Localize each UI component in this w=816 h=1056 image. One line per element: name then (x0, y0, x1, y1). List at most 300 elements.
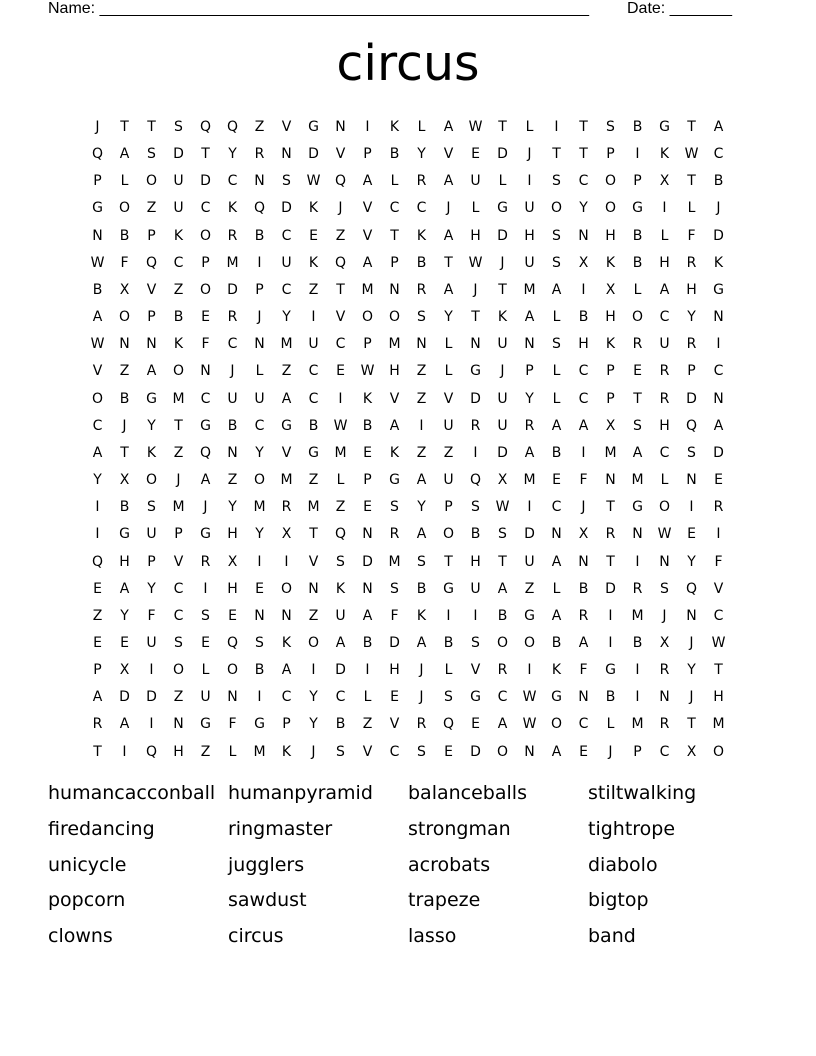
grid-letter: M (604, 444, 617, 461)
grid-letter: A (497, 580, 508, 597)
grid-letter: U (497, 336, 508, 353)
grid-letter: K (713, 254, 724, 271)
grid-letter: J (203, 499, 208, 516)
grid-letter: D (389, 634, 400, 651)
grid-letter: H (659, 254, 670, 271)
grid-letter: J (527, 146, 532, 163)
grid-letter: M (631, 607, 644, 624)
grid-letter: Y (687, 662, 696, 679)
grid-letter: E (201, 634, 210, 651)
grid-letter: A (578, 634, 589, 651)
grid-letter: O (307, 634, 320, 651)
grid-letter: I (473, 607, 478, 624)
grid-letter: P (606, 390, 615, 407)
grid-letter: E (390, 689, 399, 706)
grid-letter: O (199, 281, 212, 298)
grid-letter: L (471, 200, 480, 217)
grid-letter: R (659, 390, 670, 407)
grid-letter: A (416, 472, 427, 489)
grid-letter: R (92, 716, 103, 733)
grid-letter: C (713, 146, 724, 163)
grid-letter: P (147, 309, 156, 326)
grid-letter: I (122, 743, 127, 760)
grid-letter: J (257, 309, 262, 326)
grid-letter: T (552, 146, 561, 163)
grid-letter: U (200, 689, 211, 706)
grid-letter: D (497, 146, 508, 163)
grid-letter: S (390, 499, 399, 516)
grid-letter: K (605, 336, 616, 353)
grid-letter: Z (173, 444, 184, 461)
grid-letter: G (470, 689, 481, 706)
grid-letter: N (524, 743, 535, 760)
grid-letter: R (632, 580, 643, 597)
grid-letter: D (335, 662, 346, 679)
grid-letter: C (551, 499, 562, 516)
word-list-item: sawdust (228, 889, 307, 912)
grid-letter: C (335, 336, 346, 353)
grid-letter: B (605, 689, 616, 706)
grid-letter: K (308, 200, 319, 217)
grid-letter: L (606, 716, 615, 733)
grid-letter: D (470, 743, 481, 760)
grid-letter: Y (525, 390, 534, 407)
grid-letter: L (255, 363, 264, 380)
grid-letter: N (659, 689, 670, 706)
grid-letter: Y (687, 553, 696, 570)
grid-letter: E (444, 743, 453, 760)
grid-letter: Q (145, 743, 158, 760)
grid-letter: M (307, 499, 320, 516)
grid-letter: R (470, 417, 481, 434)
grid-letter: T (309, 526, 318, 543)
grid-letter: A (524, 444, 535, 461)
grid-letter: I (581, 281, 586, 298)
grid-letter: T (606, 499, 615, 516)
grid-letter: R (497, 662, 508, 679)
grid-letter: O (361, 309, 374, 326)
grid-letter: G (524, 607, 535, 624)
grid-letter: B (632, 254, 643, 271)
grid-letter: I (527, 662, 532, 679)
grid-letter: P (201, 254, 210, 271)
grid-letter: J (122, 417, 127, 434)
grid-letter: I (716, 526, 721, 543)
grid-letter: S (174, 119, 183, 135)
grid-letter: Y (255, 526, 264, 543)
grid-letter: R (686, 254, 697, 271)
grid-letter: Z (362, 716, 373, 733)
grid-letter: S (147, 146, 156, 163)
grid-letter: A (119, 716, 130, 733)
grid-letter: R (524, 417, 535, 434)
grid-letter: R (659, 363, 670, 380)
grid-letter: B (362, 417, 373, 434)
grid-letter: Y (255, 444, 264, 461)
grid-letter: Q (226, 634, 239, 651)
grid-letter: K (281, 634, 292, 651)
grid-letter: N (659, 553, 670, 570)
grid-letter: M (523, 281, 536, 298)
grid-letter: B (578, 309, 589, 326)
grid-letter: C (227, 173, 238, 190)
grid-letter: Z (335, 227, 346, 244)
grid-letter: N (227, 444, 238, 461)
grid-letter: R (389, 526, 400, 543)
grid-letter: R (416, 281, 427, 298)
grid-letter: O (388, 309, 401, 326)
grid-letter: J (473, 281, 478, 298)
grid-letter: U (443, 472, 454, 489)
grid-letter: I (338, 390, 343, 407)
grid-letter: V (362, 200, 373, 217)
grid-letter: J (716, 200, 721, 217)
grid-letter: B (254, 227, 265, 244)
grid-letter: M (334, 444, 347, 461)
grid-letter: W (495, 499, 510, 516)
grid-letter: K (416, 607, 427, 624)
grid-letter: I (365, 662, 370, 679)
grid-letter: N (173, 716, 184, 733)
grid-letter: H (470, 553, 481, 570)
grid-letter: H (524, 227, 535, 244)
grid-letter: A (443, 119, 454, 135)
grid-letter: N (92, 227, 103, 244)
grid-letter: U (335, 607, 346, 624)
grid-letter: T (201, 146, 210, 163)
grid-letter: T (687, 173, 696, 190)
grid-letter: S (552, 173, 561, 190)
grid-letter: P (606, 146, 615, 163)
grid-letter: S (390, 580, 399, 597)
grid-letter: S (417, 309, 426, 326)
grid-letter: P (363, 336, 372, 353)
grid-letter: Z (146, 200, 157, 217)
grid-letter: N (335, 119, 346, 135)
grid-letter: K (605, 254, 616, 271)
grid-letter: L (201, 662, 210, 679)
grid-letter: S (660, 580, 669, 597)
word-list-item: humanpyramid (228, 782, 373, 804)
grid-letter: M (388, 336, 401, 353)
grid-letter: N (416, 336, 427, 353)
grid-letter: V (389, 390, 400, 407)
grid-letter: L (660, 472, 669, 489)
grid-letter: O (631, 309, 644, 326)
grid-letter: Z (254, 119, 265, 135)
grid-letter: T (147, 119, 156, 135)
grid-letter: O (604, 200, 617, 217)
grid-letter: I (635, 553, 640, 570)
grid-letter: S (552, 227, 561, 244)
grid-letter: Z (308, 281, 319, 298)
grid-letter: N (686, 607, 697, 624)
grid-letter: X (605, 281, 616, 298)
grid-letter: Y (228, 146, 237, 163)
grid-letter: M (523, 472, 536, 489)
grid-letter: Z (200, 743, 211, 760)
grid-letter: D (281, 200, 292, 217)
grid-letter: C (173, 254, 184, 271)
grid-letter: C (281, 689, 292, 706)
grid-letter: C (335, 689, 346, 706)
grid-letter: K (362, 390, 373, 407)
grid-letter: M (226, 254, 239, 271)
grid-letter: J (419, 689, 424, 706)
grid-letter: L (525, 119, 534, 135)
worksheet-header (48, 0, 748, 20)
grid-letter: I (608, 607, 613, 624)
grid-letter: L (417, 119, 426, 135)
grid-letter: D (497, 444, 508, 461)
grid-letter: B (632, 119, 643, 135)
grid-letter: E (471, 716, 480, 733)
grid-letter: I (473, 444, 478, 461)
grid-letter: O (523, 634, 536, 651)
grid-letter: V (335, 146, 346, 163)
grid-letter: J (419, 662, 424, 679)
grid-letter: J (176, 472, 181, 489)
grid-letter: P (147, 227, 156, 244)
grid-letter: I (95, 526, 100, 543)
grid-letter: D (605, 580, 616, 597)
grid-letter: X (281, 526, 292, 543)
grid-letter: L (552, 309, 561, 326)
word-list-item: bigtop (588, 889, 649, 912)
grid-letter: K (173, 336, 184, 353)
grid-letter: D (497, 227, 508, 244)
grid-letter: Q (685, 417, 698, 434)
grid-letter: L (552, 580, 561, 597)
grid-letter: J (608, 743, 613, 760)
grid-letter: M (253, 743, 266, 760)
grid-letter: N (713, 390, 724, 407)
grid-letter: L (120, 173, 129, 190)
grid-letter: J (689, 634, 694, 651)
grid-letter: J (446, 200, 451, 217)
grid-letter: L (444, 662, 453, 679)
grid-letter: A (659, 281, 670, 298)
grid-letter: T (444, 553, 453, 570)
grid-letter: Q (469, 472, 482, 489)
grid-letter: A (443, 227, 454, 244)
grid-letter: D (227, 281, 238, 298)
grid-letter: S (336, 553, 345, 570)
grid-letter: Z (416, 363, 427, 380)
grid-letter: B (632, 227, 643, 244)
grid-letter: T (498, 119, 507, 135)
grid-letter: W (684, 146, 699, 163)
grid-letter: M (172, 499, 185, 516)
grid-letter: B (416, 254, 427, 271)
grid-letter: O (118, 309, 131, 326)
grid-letter: Q (91, 553, 104, 570)
grid-letter: R (200, 553, 211, 570)
grid-letter: A (281, 390, 292, 407)
grid-letter: D (362, 553, 373, 570)
grid-letter: A (551, 553, 562, 570)
grid-letter: S (552, 254, 561, 271)
grid-letter: C (308, 363, 319, 380)
grid-letter: N (281, 607, 292, 624)
grid-letter: M (253, 499, 266, 516)
grid-letter: Z (443, 444, 454, 461)
grid-letter: J (500, 363, 505, 380)
grid-letter: F (120, 254, 129, 271)
grid-letter: A (119, 580, 130, 597)
grid-letter: I (149, 662, 154, 679)
grid-letter: U (173, 200, 184, 217)
grid-letter: K (227, 200, 238, 217)
grid-letter: E (120, 634, 129, 651)
word-list-item: humancacconball (48, 782, 216, 804)
grid-letter: V (362, 227, 373, 244)
grid-letter: C (659, 743, 670, 760)
date-field-label: Date: _______ (627, 0, 732, 17)
grid-letter: D (173, 146, 184, 163)
grid-letter: K (416, 227, 427, 244)
grid-letter: A (200, 472, 211, 489)
grid-letter: E (579, 743, 588, 760)
grid-letter: D (200, 173, 211, 190)
grid-letter: N (281, 146, 292, 163)
grid-letter: C (227, 336, 238, 353)
grid-letter: W (657, 526, 672, 543)
grid-letter: O (226, 662, 239, 679)
grid-letter: T (687, 119, 696, 135)
grid-letter: T (687, 716, 696, 733)
grid-letter: R (605, 526, 616, 543)
grid-letter: A (362, 607, 373, 624)
grid-letter: C (659, 309, 670, 326)
word-list-item: firedancing (48, 817, 155, 840)
grid-letter: I (689, 499, 694, 516)
grid-letter: L (444, 336, 453, 353)
grid-letter: Z (308, 607, 319, 624)
grid-letter: P (93, 173, 102, 190)
grid-letter: P (255, 281, 264, 298)
grid-letter: Q (199, 119, 212, 135)
grid-letter: H (605, 309, 616, 326)
grid-letter: T (120, 444, 129, 461)
grid-letter: A (713, 417, 724, 434)
grid-letter: W (333, 417, 348, 434)
grid-letter: P (633, 743, 642, 760)
grid-letter: K (308, 254, 319, 271)
grid-letter: I (149, 716, 154, 733)
grid-letter: K (173, 227, 184, 244)
grid-letter: P (525, 363, 534, 380)
grid-letter: M (631, 716, 644, 733)
grid-letter: G (92, 200, 103, 217)
grid-letter: J (95, 119, 100, 135)
grid-letter: P (147, 553, 156, 570)
grid-letter: F (579, 472, 588, 489)
grid-letter: E (201, 309, 210, 326)
grid-letter: C (416, 200, 427, 217)
grid-letter: A (551, 281, 562, 298)
grid-letter: R (416, 716, 427, 733)
grid-letter: W (90, 254, 105, 271)
grid-letter: B (119, 499, 130, 516)
word-list-item: balanceballs (408, 782, 527, 804)
grid-letter: Q (334, 254, 347, 271)
grid-letter: I (635, 689, 640, 706)
grid-letter: V (173, 553, 184, 570)
grid-letter: C (578, 716, 589, 733)
grid-letter: N (605, 472, 616, 489)
grid-letter: B (254, 662, 265, 679)
grid-letter: O (172, 662, 185, 679)
grid-letter: C (173, 607, 184, 624)
grid-letter: R (227, 309, 238, 326)
grid-letter: X (578, 526, 589, 543)
grid-letter: A (551, 417, 562, 434)
grid-letter: Y (120, 607, 129, 624)
grid-letter: B (578, 580, 589, 597)
grid-letter: N (308, 580, 319, 597)
grid-letter: B (92, 281, 103, 298)
grid-letter: L (552, 390, 561, 407)
grid-letter: I (257, 254, 262, 271)
grid-letter: V (470, 662, 481, 679)
grid-letter: K (335, 580, 346, 597)
grid-letter: I (365, 119, 370, 135)
grid-letter: N (551, 526, 562, 543)
grid-letter: I (635, 146, 640, 163)
grid-letter: T (633, 390, 642, 407)
grid-letter: X (659, 173, 670, 190)
puzzle-title: circus (336, 35, 480, 92)
grid-letter: T (93, 743, 102, 760)
grid-letter: F (714, 553, 723, 570)
grid-letter: Y (579, 200, 588, 217)
grid-letter: U (524, 254, 535, 271)
grid-letter: K (389, 444, 400, 461)
grid-letter: G (551, 689, 562, 706)
word-list-item: clowns (48, 925, 113, 947)
grid-letter: E (93, 634, 102, 651)
grid-letter: R (686, 336, 697, 353)
grid-letter: C (659, 444, 670, 461)
grid-letter: C (254, 417, 265, 434)
grid-letter: S (444, 689, 453, 706)
grid-letter: N (362, 580, 373, 597)
grid-letter: D (119, 689, 130, 706)
word-list (48, 778, 768, 957)
grid-letter: S (147, 499, 156, 516)
grid-letter: N (227, 689, 238, 706)
grid-letter: A (92, 689, 103, 706)
grid-letter: A (551, 743, 562, 760)
grid-letter: U (281, 254, 292, 271)
grid-letter: W (468, 119, 483, 135)
grid-letter: Z (335, 499, 346, 516)
grid-letter: I (608, 634, 613, 651)
grid-letter: O (199, 227, 212, 244)
grid-letter: O (604, 173, 617, 190)
word-list-item: ringmaster (228, 817, 333, 840)
grid-letter: F (390, 607, 399, 624)
grid-letter: J (581, 499, 586, 516)
grid-letter: O (280, 580, 293, 597)
grid-letter: T (579, 146, 588, 163)
grid-letter: L (687, 200, 696, 217)
grid-letter: E (714, 472, 723, 489)
grid-letter: Q (226, 119, 239, 135)
word-list-item: circus (228, 925, 284, 947)
grid-letter: R (227, 227, 238, 244)
